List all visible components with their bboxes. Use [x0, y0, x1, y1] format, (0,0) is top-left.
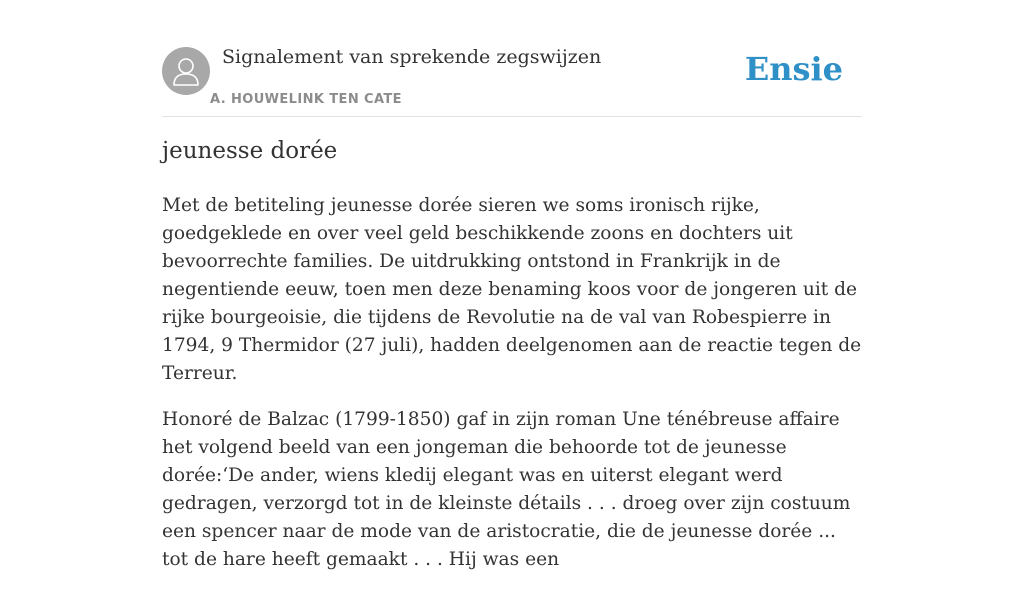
brand-logo[interactable]: Ensie	[744, 50, 843, 88]
author-avatar[interactable]	[162, 47, 210, 95]
author-name[interactable]: A. HOUWELINK TEN CATE	[210, 92, 402, 107]
entry-content	[162, 192, 862, 592]
header	[162, 44, 862, 117]
entry-title: jeunesse dorée	[162, 138, 338, 164]
paragraph: Honoré de Balzac (1799-1850) gaf in zijn roman Une ténébreuse affaire het volgend beeld van een jongeman die behoorde tot de jeunesse dorée:‘De ander, wiens kledij elegant was en uiterst elegant werd gedragen, verzorgd tot in de kleinste détails . . . droeg over zijn costuum een spencer naar de mode van de aristocratie, die de jeunesse dorée ... tot de hare heeft gemaakt . . . Hij was een	[162, 409, 851, 570]
user-icon	[162, 47, 210, 95]
book-title[interactable]: Signalement van sprekende zegswijzen	[222, 46, 602, 68]
paragraph: Met de betiteling jeunesse dorée sieren we soms ironisch rijke, goedgeklede en over veel geld beschikkende zoons en dochters uit bevoorrechte families. De uitdrukking ontstond in Frankrijk in de negentiende eeuw, toen men deze benaming koos voor de jongeren uit de rijke bourgeoisie, die tijdens de Revolutie na de val van Robespierre in 1794, 9 Thermidor (27 juli), hadden deelgenomen aan de reactie tegen de Terreur.	[162, 195, 862, 384]
